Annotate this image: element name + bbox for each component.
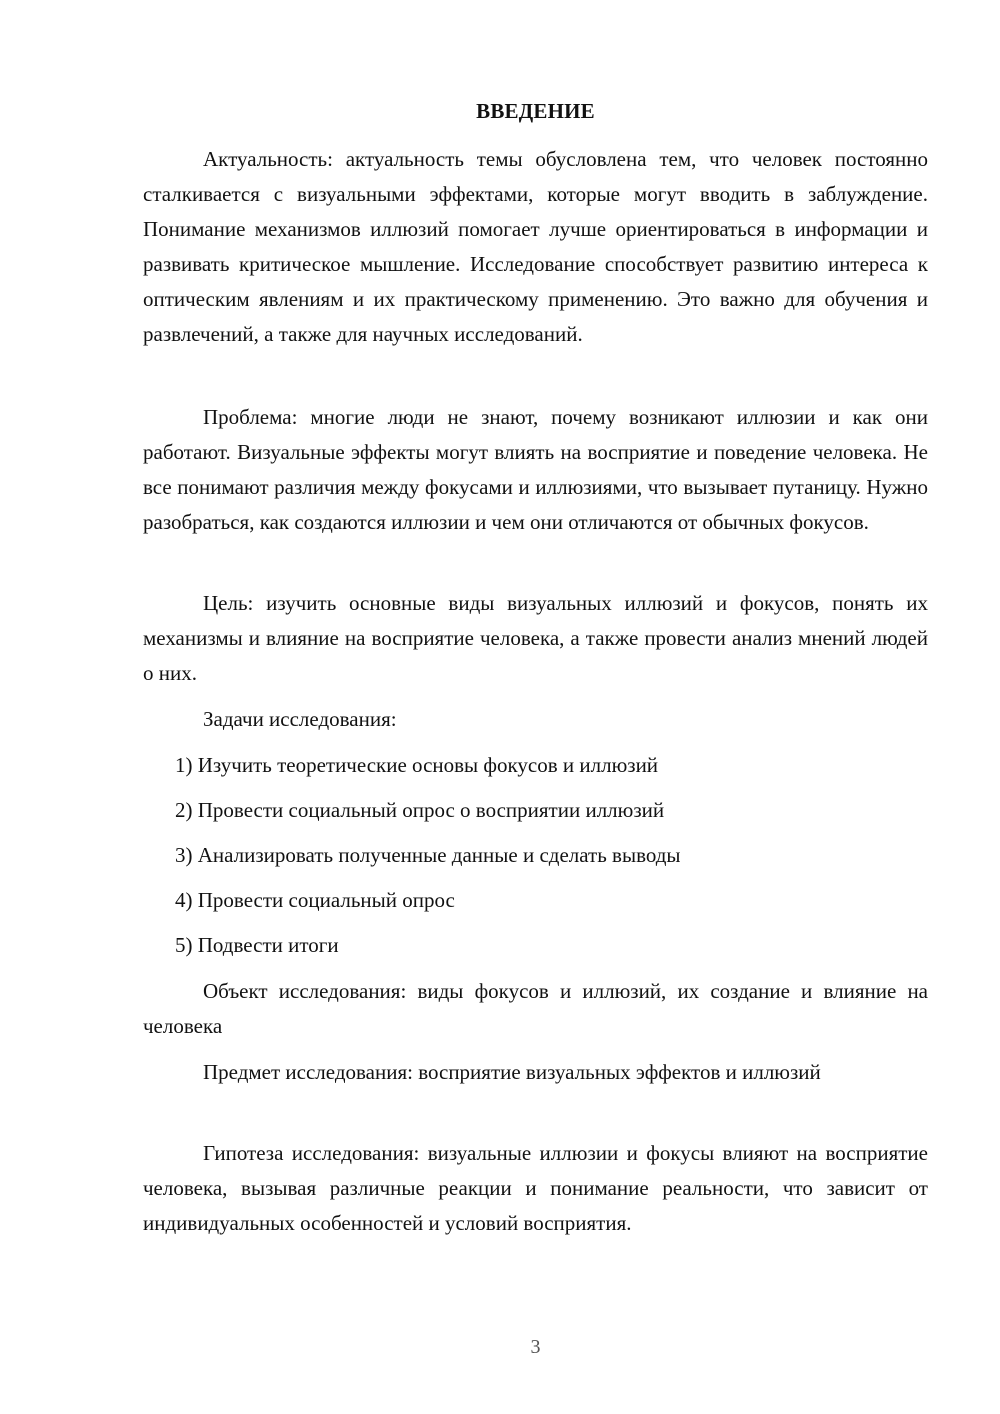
task-item: 3) Анализировать полученные данные и сделать выводы	[175, 843, 681, 867]
paragraph-goal: Цель: изучить основные виды визуальных иллюзий и фокусов, понять их механизмы и влияние на восприятие человека, а также провести анализ мнений людей о них.	[143, 591, 928, 685]
paragraph-problem: Проблема: многие люди не знают, почему возникают иллюзии и как они работают. Визуальные эффекты могут влиять на восприятие и поведение человека. Не все понимают различия между фокусами и иллюзиями, что вызывает путаницу. Нужно разобраться, как создаются иллюзии и чем они отличаются от обычных фокусов.	[143, 405, 928, 534]
page-number: 3	[530, 1336, 541, 1358]
paragraph-subject: Предмет исследования: восприятие визуальных эффектов и иллюзий	[203, 1060, 821, 1084]
paragraph-hypothesis: Гипотеза исследования: визуальные иллюзии и фокусы влияют на восприятие человека, вызывая различные реакции и понимание реальности, что зависит от индивидуальных особенностей и условий восприятия.	[143, 1141, 928, 1235]
task-item: 4) Провести социальный опрос	[175, 888, 455, 912]
document-page	[143, 0, 928, 1414]
tasks-heading: Задачи исследования:	[203, 707, 397, 731]
task-item: 1) Изучить теоретические основы фокусов и иллюзий	[175, 753, 659, 777]
task-item: 2) Провести социальный опрос о восприятии иллюзий	[175, 798, 665, 822]
task-item: 5) Подвести итоги	[175, 933, 339, 957]
section-title: ВВЕДЕНИЕ	[476, 99, 595, 123]
paragraph-object: Объект исследования: виды фокусов и иллюзий, их создание и влияние на человека	[143, 979, 928, 1038]
paragraph-relevance: Актуальность: актуальность темы обусловлена тем, что человек постоянно сталкивается с визуальными эффектами, которые могут вводить в заблуждение. Понимание механизмов иллюзий помогает лучше ориентироваться в информации и развивать критическое мышление. Исследование способствует развитию интереса к оптическим явлениям и их практическому применению. Это важно для обучения и развлечений, а также для научных исследований.	[143, 147, 928, 346]
